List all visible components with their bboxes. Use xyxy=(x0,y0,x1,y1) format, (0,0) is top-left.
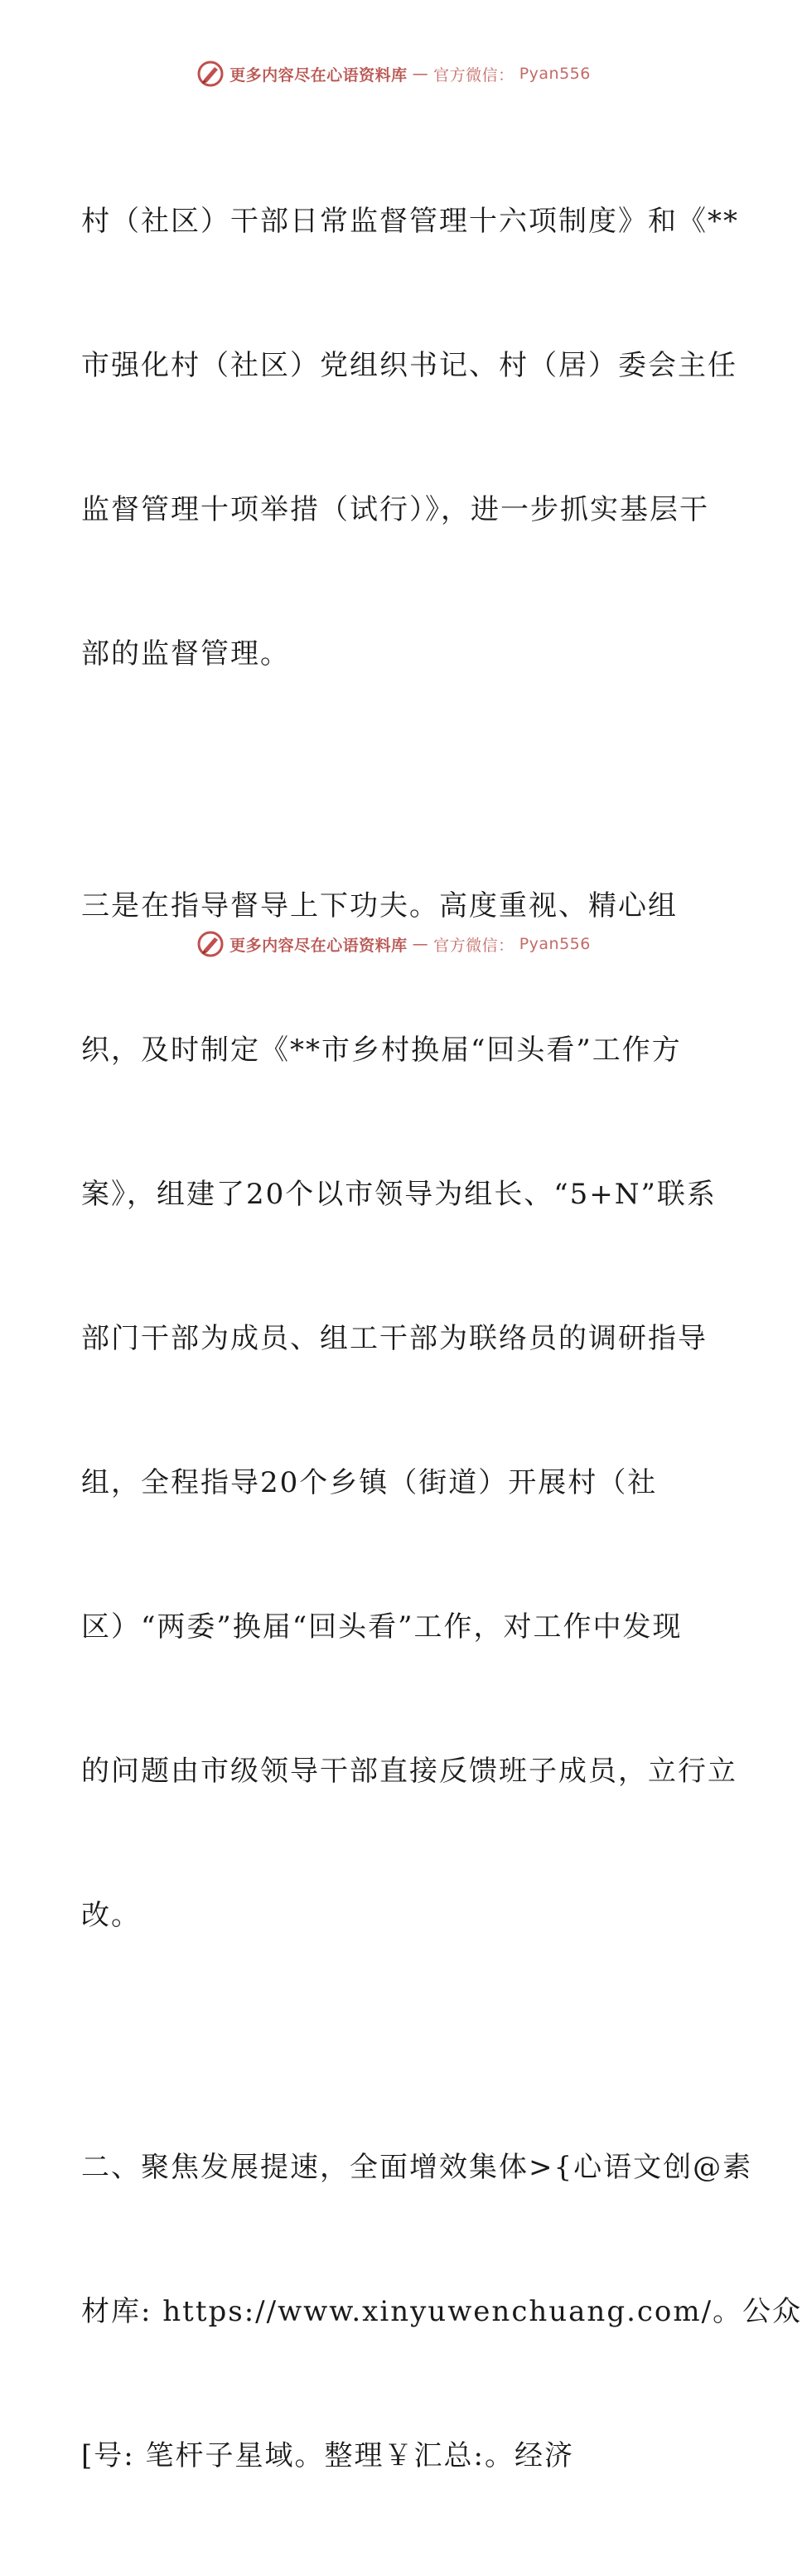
document-body xyxy=(81,101,802,2576)
banner-dash: — xyxy=(412,65,429,83)
text-line: 织，及时制定《**市乡村换届“回头看”工作方 xyxy=(81,1034,682,1067)
text-line: 监督管理十项举措（试行）》，进一步抓实基层干 xyxy=(81,493,709,526)
text-line: [号: 笔杆子星域。整理￥汇总:。经济 xyxy=(81,2439,574,2472)
banner-main-text: 更多内容尽在心语资料库 xyxy=(229,936,408,955)
footer-watermark-banner xyxy=(0,930,787,958)
pen-logo-icon xyxy=(196,930,225,958)
banner-handle: Pyan556 xyxy=(519,935,591,953)
banner-sub-text: 官方微信： xyxy=(433,936,515,955)
pen-logo-icon xyxy=(196,60,225,88)
paragraph-guidance xyxy=(81,786,737,2036)
banner-handle: Pyan556 xyxy=(519,65,591,83)
header-watermark-banner xyxy=(0,60,787,88)
text-line: 村（社区）干部日常监督管理十六项制度》和《** xyxy=(81,205,739,238)
text-line: 部门干部为成员、组工干部为联络员的调研指导 xyxy=(81,1322,708,1355)
paragraph-supervision xyxy=(81,101,739,774)
text-line: 的问题由市级领导干部直接反馈班子成员，立行立 xyxy=(81,1755,737,1788)
text-line: 组，全程指导20个乡镇（街道）开展村（社 xyxy=(81,1466,658,1499)
text-line: 区）“两委”换届“回头看”工作，对工作中发现 xyxy=(81,1610,683,1644)
banner-dash: — xyxy=(412,935,429,953)
text-line: 改。 xyxy=(81,1899,141,1932)
text-line: 二、聚焦发展提速，全面增效集体>{心语文创@素 xyxy=(81,2151,753,2184)
text-line: 案》，组建了20个以市领导为组长、“5+N”联系 xyxy=(81,1178,717,1211)
text-line: 材库: https://www.xinyuwenchuang.com/。公众 xyxy=(81,2295,802,2328)
text-line: 部的监督管理。 xyxy=(81,637,290,671)
banner-main-text: 更多内容尽在心语资料库 xyxy=(229,65,408,85)
paragraph-development xyxy=(81,2047,802,2576)
banner-sub-text: 官方微信： xyxy=(433,65,515,85)
text-line: 三是在指导督导上下功夫。高度重视、精心组 xyxy=(81,889,678,922)
text-line: 市强化村（社区）党组织书记、村（居）委会主任 xyxy=(81,349,737,382)
